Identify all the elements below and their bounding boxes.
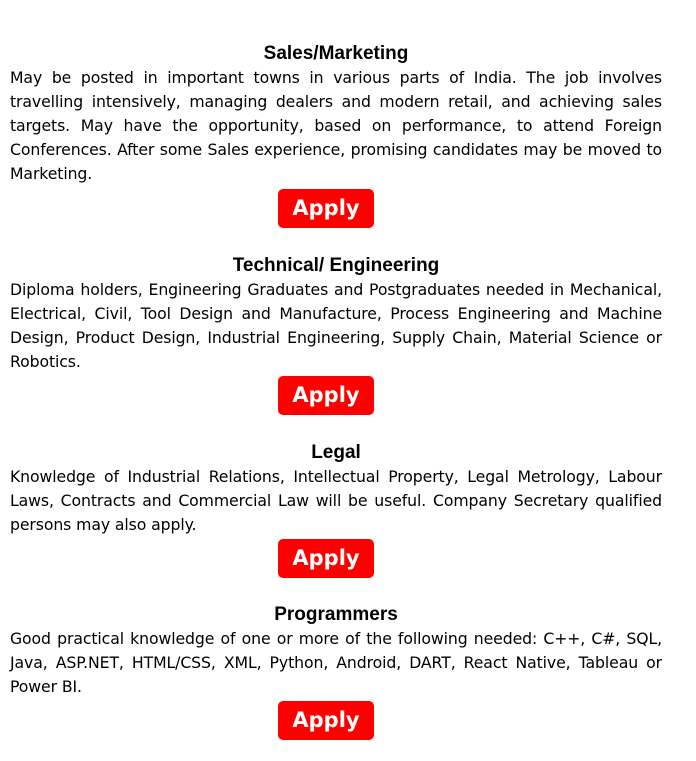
section-title-technical-engineering: Technical/ Engineering	[232, 255, 440, 276]
apply-button-technical-engineering[interactable]: Apply	[278, 376, 374, 415]
apply-button-sales-marketing[interactable]: Apply	[278, 189, 374, 228]
section-title-programmers: Programmers	[274, 604, 398, 625]
section-description-sales-marketing: May be posted in important towns in various parts of India. The job involves travelling intensively, managing dealers and modern retail, and achieving sales targets. May have the opportunity, based on performance, to attend Foreign Conferences. After some Sales experience, promising candidates may be moved to Marketing.	[10, 68, 662, 183]
section-title-sales-marketing: Sales/Marketing	[263, 43, 409, 64]
section-technical-engineering	[10, 254, 662, 374]
section-title-legal: Legal	[311, 442, 361, 463]
section-description-legal: Knowledge of Industrial Relations, Intellectual Property, Legal Metrology, Labour Laws, Contracts and Commercial Law will be useful. Company Secretary qualified persons may also apply.	[10, 467, 662, 534]
section-programmers	[10, 603, 662, 699]
section-description-technical-engineering: Diploma holders, Engineering Graduates and Postgraduates needed in Mechanical, Electrical, Civil, Tool Design and Manufacture, Process Engineering and Machine Design, Product Design, Industrial Engineering, Supply Chain, Material Science or Robotics.	[10, 280, 662, 371]
apply-button-legal[interactable]: Apply	[278, 539, 374, 578]
section-description-programmers: Good practical knowledge of one or more of the following needed: C++, C#, SQL, Java, ASP.NET, HTML/CSS, XML, Python, Android, DART, React Native, Tableau or Power BI.	[10, 629, 662, 696]
apply-button-programmers[interactable]: Apply	[278, 701, 374, 740]
section-legal	[10, 441, 662, 537]
section-sales-marketing	[10, 42, 662, 186]
